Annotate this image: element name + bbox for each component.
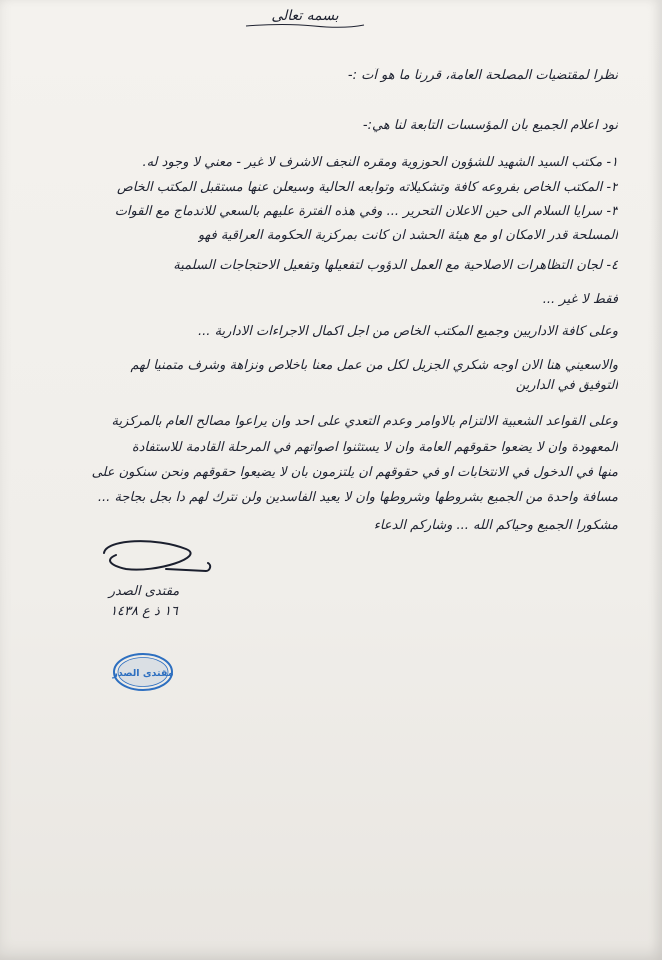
thanks-line: التوفيق في الدارين xyxy=(515,378,618,393)
list-item: ١- مكتب السيد الشهيد للشؤون الحوزوية ومقره النجف الاشرف لا غير - معني لا وجود له. xyxy=(142,155,618,170)
list-item: ٣- سرايا السلام الى حين الاعلان التحرير ... وفي هذه الفترة عليهم بالسعي للاندماج مع القوات xyxy=(114,204,618,219)
only-line: فقط لا غير ... xyxy=(542,292,618,307)
letter-intro: نود اعلام الجميع بأن المؤسسات التابعة لنا هي:- xyxy=(362,118,618,133)
list-item: المسلحة قدر الامكان او مع هيئة الحشد ان كانت بمركزية الحكومة العراقية فهو xyxy=(197,228,618,243)
basmala-underline xyxy=(244,22,366,30)
signature-scribble xyxy=(96,535,216,585)
list-item: ٢- المكتب الخاص بفروعه كافة وتشكيلاته وتوابعه الحالية وسيعلن عنها مستقبل المكتب الخاص xyxy=(117,180,618,195)
closing-line: وعلى القواعد الشعبية الالتزام بالاوامر وعدم التعدي على احد وان يراعوا مصالح العام بالمركزية xyxy=(111,414,618,429)
closing-line: منها في الدخول في الانتخابات او في حقوقهم ان يلتزمون بان لا يضيعوا حقوقهم ونحن سنكون على xyxy=(91,465,618,480)
basmala: بسمه تعالى xyxy=(271,8,339,24)
list-item: ٤- لجان التظاهرات الاصلاحية مع العمل الدؤوب لتفعيلها وتفعيل الاحتجاجات السلمية xyxy=(173,258,618,273)
closing-line: مسافة واحدة من الجميع بشروطها وشروطها وان لا يعيد الفاسدين ولن نترك لهم دا بجل بجاجة ... xyxy=(97,490,618,505)
thanks-line: والاسعيني هنا الان اوجه شكري الجزيل لكل من عمل معنا باخلاص ونزاهة وشرف متمنيا لهم xyxy=(130,358,618,373)
notice-line: وعلى كافة الاداريين وجميع المكتب الخاص من اجل اكمال الاجراءات الادارية ... xyxy=(198,324,618,339)
signature-name: مقتدى الصدر xyxy=(108,584,180,599)
stamp-text: مقتدى الصدر xyxy=(112,668,174,679)
official-stamp xyxy=(112,652,174,692)
signature-date: ١٦ ذ ع ١٤٣٨ xyxy=(110,604,178,619)
closing-line: المعهودة وان لا يضعوا حقوقهم العامة وان لا يستثنوا اصواتهم في المرحلة القادمة للاستفادة xyxy=(131,440,618,455)
closing-line: مشكورا الجميع وحياكم الله ... وشاركم الدعاء xyxy=(373,518,618,533)
letter-header: نظرا لمقتضيات المصلحة العامة، قررنا ما هو آت :- xyxy=(347,68,618,83)
